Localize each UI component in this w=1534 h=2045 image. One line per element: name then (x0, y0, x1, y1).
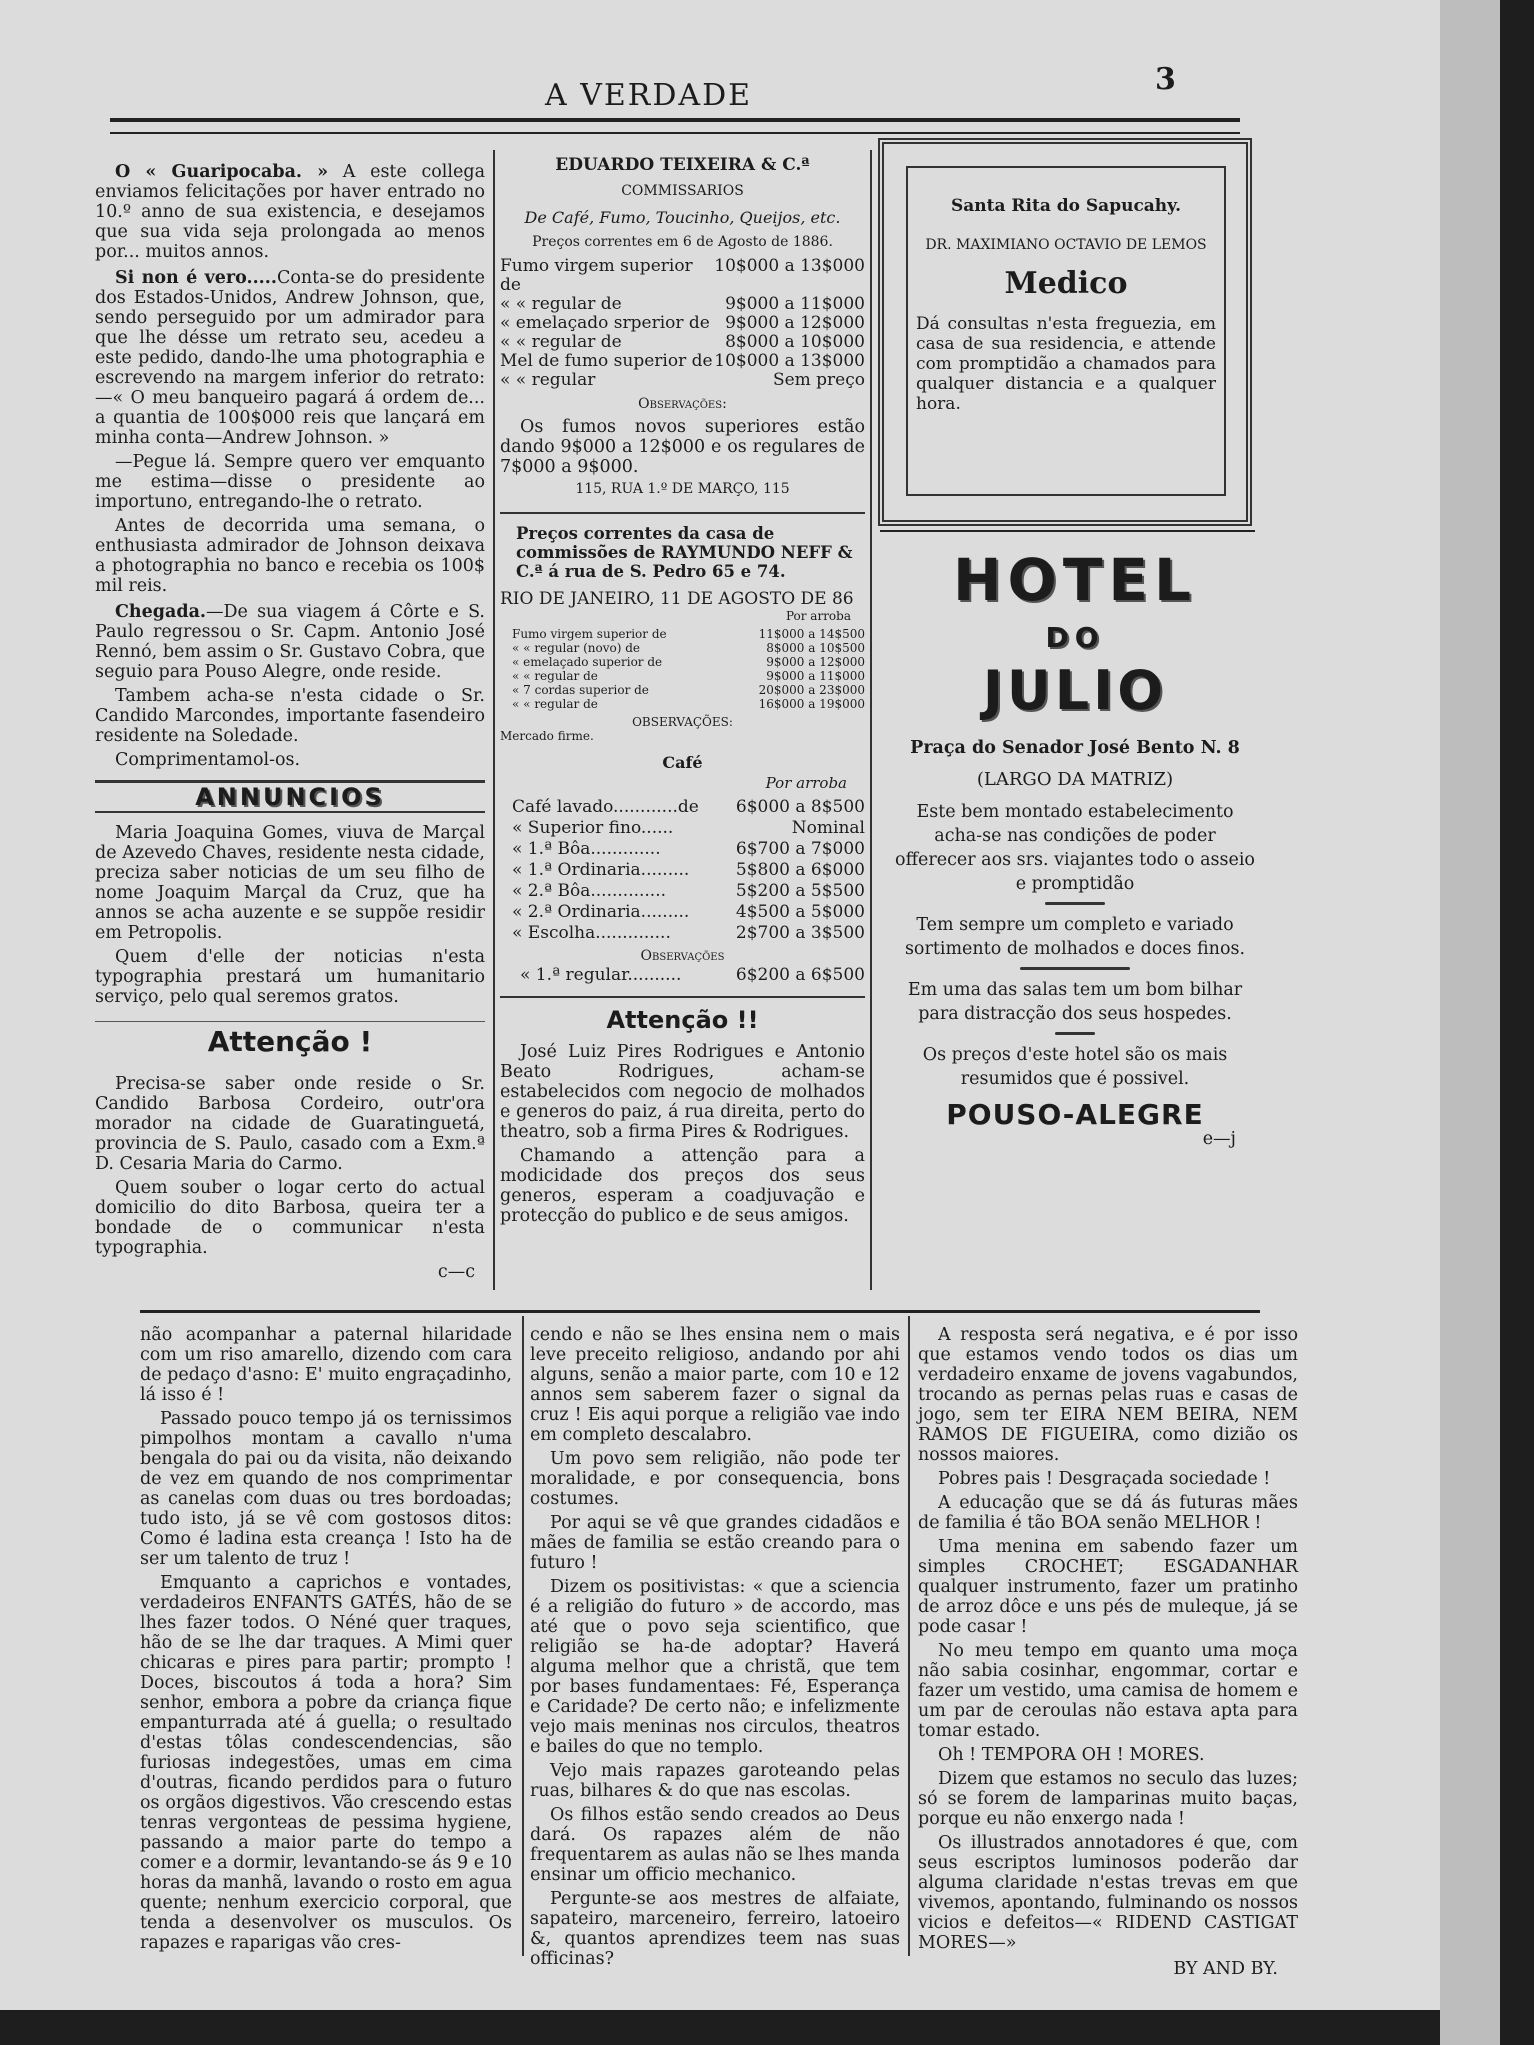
attencao2-text: Chamando a attenção para a modicidade dos preços dos seus generos, esperam a coadjuvação e protecção do publico e de seus amigos. (500, 1146, 865, 1226)
price-row (500, 257, 865, 295)
price-row (500, 314, 865, 333)
column-1 (95, 162, 485, 1282)
price-value: 8$000 a 10$000 (725, 332, 865, 352)
ornament-dash (1020, 967, 1130, 970)
price-label: Fumo virgem superior de (500, 256, 693, 295)
header-rule (110, 118, 1240, 122)
price-value: 5$800 a 6$000 (735, 860, 865, 880)
price-label: Café lavado............de (512, 797, 699, 817)
cafe-price-table (500, 797, 865, 944)
hotel-address: Praça do Senador José Bento N. 8 (910, 738, 1240, 758)
price-label: Mel de fumo superior de (500, 351, 713, 371)
article-text: —De sua viagem á Côrte e S. Paulo regressou o Sr. Capm. Antonio José Rennó, bem assim o Sr. Gustavo Cobra, que seguio para Pouso Alegre, onde reside. (95, 602, 485, 682)
header-rule-thin (110, 132, 1240, 134)
neff-observations-heading: OBSERVAÇÕES: (632, 715, 733, 729)
price-value: 9$000 a 11$000 (766, 669, 865, 683)
price-value: 8$000 a 10$500 (766, 641, 865, 655)
ornament-dash (1045, 902, 1105, 905)
page-edge (1440, 0, 1500, 2045)
lower-section-rule (140, 1310, 1260, 1313)
article-heading: O « Guaripocaba. » (115, 162, 329, 182)
price-row (500, 371, 865, 390)
article-text: A educação que se dá ás futuras mães de familia é tão BOA senão MELHOR ! (918, 1493, 1298, 1533)
price-label: « emelaçado superior de (512, 655, 663, 669)
medico-city: Santa Rita do Sapucahy. (950, 196, 1182, 216)
lower-column-1 (140, 1325, 512, 1957)
article-text: Por aqui se vê que grandes cidadãos e mães de familia se estão creando para o futuro ! (530, 1513, 900, 1573)
price-row (500, 683, 865, 697)
price-row (500, 655, 865, 669)
firm-address: 115, RUA 1.º DE MARÇO, 115 (575, 481, 790, 497)
article-text: Emquanto a caprichos e vontades, verdadeiros ENFANTS GATÉS, hão de se lhes fazer todos. O Néné quer traques, hão de se lhe dar traques. A Mimi quer chicaras e pires para partir; prompto ! Doces, biscoutos á toda a hora? Sim senhor, embora a pobre da criança fique empanturrada até á guella; o resultado d'estas tôlas condescendencias, são furiosas indegestões, umas em cima d'outras, ficando perdidos para o futuro os orgãos digestivos. Vão crescendo estas tenras vergonteas de pessima hygiene, passando a maior parte do tempo a comer e a dormir, levantando-se ás 9 e 10 horas da manhã, lavando o rosto em agua quente; nenhum exercicio corporal, que tenda a desenvolver os musculos. Os rapazes e raparigas vão cres- (140, 1573, 512, 1953)
column-divider (908, 1316, 910, 1956)
article-text: No meu tempo em quanto uma moça não sabia cosinhar, engommar, cortar e fazer um vestido, uma camisa de homem e um par de ceroulas não estava apta para tomar estado. (918, 1641, 1298, 1741)
article-text: A resposta será negativa, e é por isso que estamos vendo todos os dias um verdadeiro enxame de jovens vagabundos, trocando as pernas pelas ruas e casas de jogo, sem ter EIRA NEM BEIRA, NEM RAMOS DE FIGUEIRA, como dizião os nossos maiores. (918, 1325, 1298, 1465)
article-text: Uma menina em sabendo fazer um simples CROCHET; ESGADANHAR qualquer instrumento, fazer um pratinho de arroz dôce e uns pés de muleque, já se pode casar ! (918, 1537, 1298, 1637)
annuncio-text: Maria Joaquina Gomes, viuva de Marçal de Azevedo Chaves, residente nesta cidade, preciza saber noticias de um seu filho de nome Joaquim Marçal da Cruz, que ha annos se acha auzente e se suppõe residir em Petropolis. (95, 823, 485, 943)
price-row (500, 902, 865, 923)
hotel-text: Os preços d'este hotel são os mais resumidos que é possivel. (922, 1045, 1228, 1089)
price-label: « « regular de (500, 332, 622, 352)
article-text: —Pegue lá. Sempre quero ver emquanto me estima—disse o presidente ao importuno, entregando-lhe o retrato. (95, 452, 485, 512)
firm-subtitle: COMMISSARIOS (621, 183, 744, 199)
article-text: Conta-se do presidente dos Estados-Unidos, Andrew Johnson, que, sendo perseguido por um admirador para que lhe désse um retrato seu, acedeu a este pedido, dando-lhe uma photographia e escrevendo na margem inferior do retrato:—« O meu banqueiro pagará á ordem de... a quantia de 100$000 reis que lançará em minha conta—Andrew Johnson. » (95, 268, 485, 448)
signature: BY AND BY. (1173, 1959, 1278, 1979)
neff-date: RIO DE JANEIRO, 11 DE AGOSTO DE 86 (500, 589, 854, 609)
hotel-text: Em uma das salas tem um bom bilhar para distracção dos seus hospedes. (907, 980, 1243, 1024)
newspaper-title: A VERDADE (545, 78, 753, 113)
attencao2-title: Attenção !! (606, 1006, 759, 1034)
column-2 (500, 155, 865, 1230)
signature: e—j (1202, 1129, 1236, 1149)
firm-name: EDUARDO TEIXEIRA & C.ª (555, 155, 810, 175)
section-rule (95, 1021, 485, 1022)
price-label: « Superior fino...... (512, 818, 674, 838)
hotel-text: Este bem montado estabelecimento acha-se nas condições de poder offerecer aos srs. viajantes todo o asseio e promptidão (895, 802, 1255, 894)
price-row (500, 860, 865, 881)
price-value: 6$700 a 7$000 (735, 839, 865, 859)
hotel-title-line3: JULIO (982, 659, 1168, 722)
price-label: « 1.ª Ordinaria......... (512, 860, 690, 880)
price-value: 5$200 a 5$500 (735, 881, 865, 901)
price-value: 6$200 a 6$500 (735, 965, 865, 985)
attencao-text: Quem souber o logar certo do actual domicilio do dito Barbosa, queira ter a bondade de o communicar n'esta typographia. (95, 1178, 485, 1258)
price-table (500, 257, 865, 390)
hotel-city: POUSO-ALEGRE (946, 1098, 1204, 1131)
prices-date: Preços correntes em 6 de Agosto de 1886. (532, 234, 833, 250)
price-row (500, 333, 865, 352)
article-text: A este collega enviamos felicitações por haver entrado no 10.º anno de sua existencia, e desejamos que sua vida seja prolongada ao menos por... muitos annos. (95, 162, 485, 262)
neff-title: Preços correntes da casa de commissões de RAYMUNDO NEFF & C.ª á rua de S. Pedro 65 e 74. (516, 524, 853, 581)
price-label: « « regular de (512, 669, 598, 683)
cafe-por-arroba: Por arroba (765, 774, 847, 792)
price-row (500, 697, 865, 711)
hotel-ad (880, 548, 1270, 1149)
price-value: 2$700 a 3$500 (735, 923, 865, 943)
price-value: 9$000 a 12$000 (766, 655, 865, 669)
article-text: Pergunte-se aos mestres de alfaiate, sapateiro, marceneiro, ferreiro, latoeiro &, quantos aprendizes teem nas suas officinas? (530, 1889, 900, 1969)
price-value: Sem preço (772, 370, 865, 390)
price-value: 11$000 a 14$500 (758, 627, 865, 641)
lower-column-3 (918, 1325, 1298, 1979)
column-divider (870, 150, 872, 1290)
price-row (500, 352, 865, 371)
article-text: não acompanhar a paternal hilaridade com um riso amarello, dizendo com cara de pedaço d'asno: E' muito engraçadinho, lá isso é ! (140, 1325, 512, 1405)
article-text: Comprimentamol-os. (115, 750, 301, 770)
price-label: « 1.ª regular.......... (520, 965, 682, 985)
price-row (500, 923, 865, 944)
cafe-title: Café (662, 753, 703, 772)
price-label: « « regular de (512, 697, 598, 711)
price-row (500, 818, 865, 839)
attencao2-text: José Luiz Pires Rodrigues e Antonio Beato Rodrigues, acham-se estabelecidos com negocio de molhados e generos do paiz, á rua direita, perto do theatro, sob a firma Pires & Rodrigues. (500, 1042, 865, 1142)
price-row (500, 627, 865, 641)
price-label: « « regular (500, 370, 596, 390)
observations-text: Os fumos novos superiores estão dando 9$000 a 12$000 e os regulares de 7$000 a 9$000. (500, 417, 865, 477)
hotel-title-line1: HOTEL (953, 546, 1197, 614)
price-label: « 7 cordas superior de (512, 683, 649, 697)
section-rule (95, 811, 485, 813)
price-value: 20$000 a 23$000 (758, 683, 865, 697)
article-text: Dizem os positivistas: « que a sciencia é a religião do futuro » de accordo, mas até que o povo seja scientifico, que religião se ha-de adoptar? Haverá alguma melhor que a christã, que tem por bases fundamentaes: Fé, Esperança e Caridade? De certo não; e infelizmente vejo mais meninas nos circulos, theatros e bailes do que no templo. (530, 1577, 900, 1757)
neff-price-table (500, 627, 865, 711)
article-text: Tambem acha-se n'esta cidade o Sr. Candido Marcondes, importante fasendeiro residente na Soledade. (95, 686, 485, 746)
section-rule (880, 530, 1255, 532)
article-text: Passado pouco tempo já os ternissimos pimpolhos montam a cavallo n'uma bengala do pai ou da visita, não deixando de vez em quando de nos comprimentar as canelas com duas ou tres bordoadas; tudo isto, já se vê com gostosos ditos: Como é ladina esta creança ! Isto ha de ser um talento de truz ! (140, 1409, 512, 1569)
price-value: 9$000 a 11$000 (725, 294, 865, 314)
ornament-dash (1055, 1032, 1095, 1035)
hotel-title-line2: DO (1045, 621, 1105, 654)
column-divider (493, 150, 495, 1290)
section-rule (500, 512, 865, 514)
price-label: « 2.ª Bôa.............. (512, 881, 667, 901)
cafe-observations-heading: Observações (640, 948, 725, 964)
signature: c—c (437, 1262, 475, 1282)
article-heading: Si non é vero..... (115, 268, 277, 288)
price-row (500, 797, 865, 818)
article-text: Antes de decorrida uma semana, o enthusiasta admirador de Johnson deixava a photographia no banco e recebia os 100$ mil reis. (95, 516, 485, 596)
price-value: 4$500 a 5$000 (735, 902, 865, 922)
lower-column-2 (530, 1325, 900, 1973)
price-label: « « regular (novo) de (512, 641, 641, 655)
price-value: 6$000 a 8$500 (735, 797, 865, 817)
price-label: « « regular de (500, 294, 622, 314)
article-text: Oh ! TEMPORA OH ! MORES. (938, 1745, 1205, 1765)
price-row (500, 839, 865, 860)
page-number: 3 (1155, 62, 1176, 97)
column-divider (522, 1316, 524, 1956)
observations-heading: Observações: (638, 396, 727, 412)
section-rule (500, 996, 865, 998)
article-text: Dizem que estamos no seculo das luzes; só se forem de lamparinas muito baças, porque eu não enxergo nada ! (918, 1769, 1298, 1829)
price-label: « 1.ª Bôa............. (512, 839, 661, 859)
price-value: 9$000 a 12$000 (725, 313, 865, 333)
attencao-text: Precisa-se saber onde reside o Sr. Candido Barbosa Cordeiro, outr'ora morador na cidade de Guaratinguetá, provincia de S. Paulo, casado com a Exm.ª D. Cesaria Maria do Carmo. (95, 1074, 485, 1174)
medico-text: Dá consultas n'esta freguezia, em casa de sua residencia, e attende com promptidão a chamados para qualquer distancia e a qualquer hora. (916, 314, 1216, 414)
price-label: Fumo virgem superior de (512, 627, 667, 641)
price-value: 16$000 a 19$000 (758, 697, 865, 711)
price-row (500, 669, 865, 683)
neff-por-arroba: Por arroba (785, 609, 851, 623)
article-text: Pobres pais ! Desgraçada sociedade ! (938, 1469, 1271, 1489)
medico-title: Medico (1004, 266, 1128, 301)
price-value: Nominal (791, 818, 865, 838)
hotel-text: Tem sempre um completo e variado sortimento de molhados e doces finos. (904, 915, 1246, 959)
article-heading: Chegada. (115, 602, 207, 622)
article-text: Os illustrados annotadores é que, com seus escriptos luminosos poderão dar alguma claridade n'estas trevas em que vivemos, apontando, fulminando os nossos vicios e defeitos—« RIDEND CASTIGAT MORES—» (918, 1833, 1298, 1953)
price-value: 10$000 a 13$000 (714, 351, 865, 371)
neff-observations-text: Mercado firme. (500, 729, 594, 743)
article-text: Os filhos estão sendo creados ao Deus dará. Os rapazes além de não frequentarem as aulas não se lhes manda ensinar um officio mechanico. (530, 1805, 900, 1885)
price-row (500, 641, 865, 655)
article-text: Vejo mais rapazes garoteando pelas ruas, bilhares & do que nas escolas. (530, 1761, 900, 1801)
hotel-largo: (LARGO DA MATRIZ) (976, 769, 1174, 790)
annuncios-title: ANNUNCIOS (195, 783, 385, 811)
price-row (500, 295, 865, 314)
article-text: Um povo sem religião, não pode ter moralidade, e por consequencia, bons costumes. (530, 1449, 900, 1509)
cafe-observation-row (500, 965, 865, 986)
annuncio-text: Quem d'elle der noticias n'esta typographia prestará um humanitario serviço, pelo qual seremos gratos. (95, 947, 485, 1007)
price-label: « emelaçado srperior de (500, 313, 710, 333)
medico-name: DR. MAXIMIANO OCTAVIO DE LEMOS (925, 237, 1207, 253)
medico-ad (916, 196, 1216, 414)
article-text: cendo e não se lhes ensina nem o mais leve preceito religioso, andando por ahi alguns, senão a maior parte, com 10 e 12 annos sem saberem fazer o signal da cruz ! Eis aqui porque a religião vae indo em completo descalabro. (530, 1325, 900, 1445)
price-label: « Escolha.............. (512, 923, 671, 943)
attencao-title: Attenção ! (207, 1025, 373, 1058)
price-value: 10$000 a 13$000 (714, 256, 865, 276)
price-label: « 2.ª Ordinaria......... (512, 902, 690, 922)
price-row (500, 881, 865, 902)
firm-goods: De Café, Fumo, Toucinho, Queijos, etc. (524, 208, 841, 227)
